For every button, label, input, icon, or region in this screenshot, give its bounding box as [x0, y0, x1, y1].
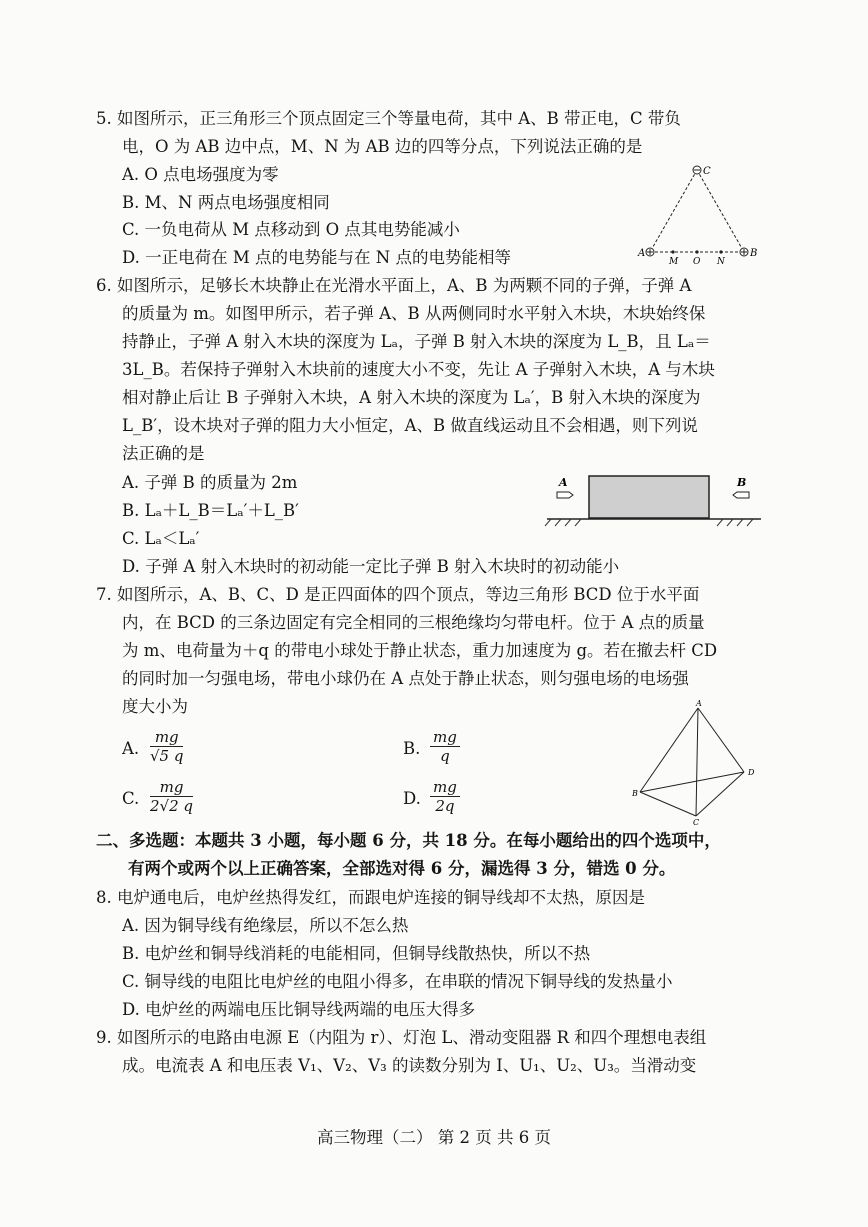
q6-line-4: 3L_B。若保持子弹射入木块前的速度大小不变，先让 A 子弹射入木块，A 与木块 — [122, 360, 715, 379]
q7-label-a: A — [696, 699, 702, 708]
q5-label-a: A — [638, 248, 646, 259]
q7-option-c-denominator: 2√2 q — [150, 797, 194, 815]
q7-tetrahedron-figure — [632, 700, 762, 825]
q7-label-c: C — [693, 818, 700, 827]
q7-option-a-numerator: mg — [150, 728, 183, 747]
q8-option-c: C. 铜导线的电阻比电炉丝的电阻小得多，在串联的情况下铜导线的发热量小 — [122, 972, 673, 991]
q6-line-2: 的质量为 m。如图甲所示，若子弹 A、B 从两侧同时水平射入木块，木块始终保 — [122, 304, 706, 323]
q7-option-c-numerator: mg — [150, 778, 193, 797]
q7-line-3: 为 m、电荷量为＋q 的带电小球处于静止状态，重力加速度为 g。若在撤去杆 CD — [122, 641, 718, 660]
q7-line-1: 7. 如图所示，A、B、C、D 是正四面体的四个顶点，等边三角形 BCD 位于水平面 — [96, 585, 700, 604]
q7-option-c-fraction — [150, 778, 193, 815]
q7-option-a-denominator: √5 q — [150, 747, 184, 765]
q7-option-d-numerator: mg — [430, 778, 460, 797]
q7-option-b-fraction — [430, 728, 460, 765]
q9-line-1: 9. 如图所示的电路由电源 E（内阻为 r）、灯泡 L、滑动变阻器 R 和四个理想电表组 — [96, 1028, 707, 1047]
q6-option-d: D. 子弹 A 射入木块时的初动能一定比子弹 B 射入木块时的初动能小 — [122, 557, 620, 576]
q6-line-5: 相对静止后让 B 子弹射入木块，A 射入木块的深度为 Lₐ′，B 射入木块的深度为 — [122, 388, 701, 407]
q7-option-d-denominator: 2q — [435, 797, 455, 815]
q6-option-c: C. Lₐ＜Lₐ′ — [122, 529, 200, 548]
q6-line-6: L_B′，设木块对子弹的阻力大小恒定，A、B 做直线运动且不会相遇，则下列说 — [122, 416, 698, 435]
section2-heading-line-1: 二、多选题：本题共 3 小题，每小题 6 分，共 18 分。在每小题给出的四个选项中， — [96, 831, 721, 850]
q7-option-a-fraction — [150, 728, 183, 765]
q6-option-a: A. 子弹 B 的质量为 2m — [122, 473, 298, 492]
q7-option-d-fraction — [430, 778, 460, 815]
q9-line-2: 成。电流表 A 和电压表 V₁、V₂、V₃ 的读数分别为 I、U₁、U₂、U₃。当滑动变 — [122, 1056, 697, 1075]
q6-line-7: 法正确的是 — [122, 444, 205, 463]
q7-option-b-denominator: q — [440, 747, 450, 765]
q5-label-b: B — [750, 248, 758, 259]
q5-label-o: O — [693, 257, 701, 267]
q7-option-d-label: D. — [403, 789, 421, 808]
q7-option-b-label: B. — [403, 739, 421, 758]
q6-line-1: 6. 如图所示，足够长木块静止在光滑水平面上，A、B 为两颗不同的子弹，子弹 A — [96, 276, 692, 295]
q7-label-b: B — [632, 789, 638, 798]
q5-line-2: 电，O 为 AB 边中点，M、N 为 AB 边的四等分点，下列说法正确的是 — [122, 137, 643, 156]
q8-option-d: D. 电炉丝的两端电压比铜导线两端的电压大得多 — [122, 1000, 476, 1019]
page-footer: 高三物理（二） 第 2 页 共 6 页 — [317, 1128, 551, 1147]
q6-option-b: B. Lₐ＋L_B＝Lₐ′＋L_B′ — [122, 501, 299, 520]
q7-option-a-label: A. — [122, 739, 140, 758]
q6-line-3: 持静止，子弹 A 射入木块的深度为 Lₐ，子弹 B 射入木块的深度为 L_B，且 Lₐ＝ — [122, 332, 711, 351]
q5-option-a: A. O 点电场强度为零 — [122, 165, 279, 184]
section2-heading-line-2: 有两个或两个以上正确答案，全部选对得 6 分，漏选得 3 分，错选 0 分。 — [128, 859, 676, 878]
q5-label-n: N — [717, 257, 725, 267]
q5-option-b: B. M、N 两点电场强度相同 — [122, 193, 330, 212]
q8-option-b: B. 电炉丝和铜导线消耗的电能相同，但铜导线散热快，所以不热 — [122, 944, 591, 963]
q8-line-1: 8. 电炉通电后，电炉丝热得发红，而跟电炉连接的铜导线却不太热，原因是 — [96, 888, 645, 907]
q7-label-d: D — [748, 768, 755, 777]
q5-option-c: C. 一负电荷从 M 点移动到 O 点其电势能减小 — [122, 220, 460, 239]
q7-line-5: 度大小为 — [122, 697, 188, 716]
q7-option-c-label: C. — [122, 789, 140, 808]
q5-triangle-figure — [640, 160, 770, 265]
q7-line-4: 的同时加一匀强电场，带电小球仍在 A 点处于静止状态，则匀强电场的电场强 — [122, 669, 689, 688]
q8-option-a: A. 因为铜导线有绝缘层，所以不怎么热 — [122, 916, 409, 935]
q6-label-a: A — [559, 476, 568, 489]
q5-option-d: D. 一正电荷在 M 点的电势能与在 N 点的电势能相等 — [122, 248, 511, 267]
q6-block-figure — [545, 468, 765, 530]
q5-label-c: C — [703, 166, 711, 177]
q6-label-b: B — [737, 476, 747, 489]
q5-line-1: 5. 如图所示，正三角形三个顶点固定三个等量电荷，其中 A、B 带正电，C 带负 — [96, 109, 681, 128]
q5-label-m: M — [669, 257, 679, 267]
q7-line-2: 内，在 BCD 的三条边固定有完全相同的三根绝缘均匀带电杆。位于 A 点的质量 — [122, 613, 705, 632]
q7-option-b-numerator: mg — [430, 728, 460, 747]
